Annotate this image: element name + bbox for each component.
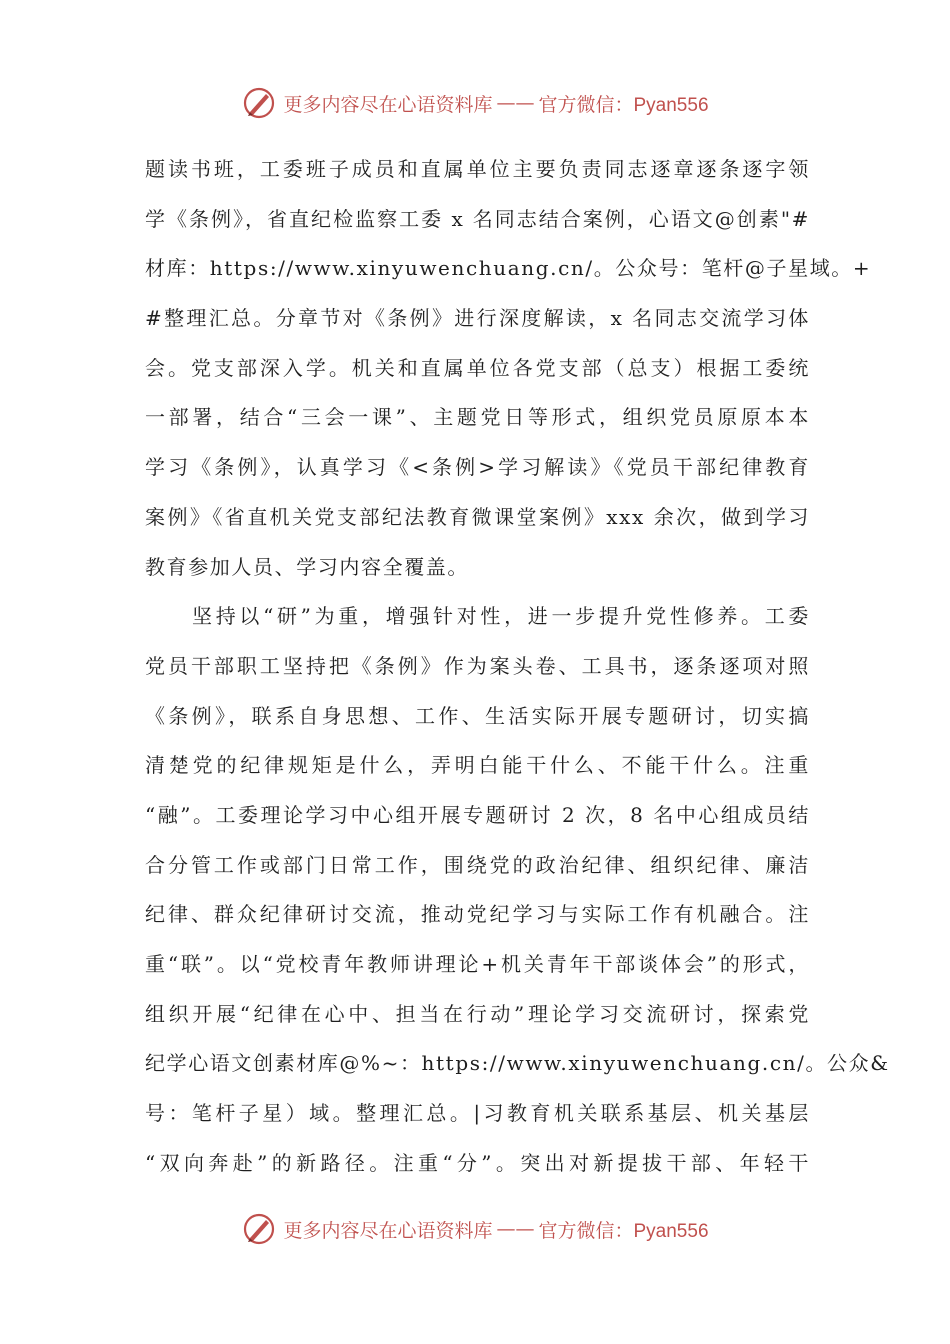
banner-separator: —— bbox=[496, 92, 535, 114]
banner-wechat: 官方微信：Pyan556 bbox=[538, 1220, 709, 1242]
pen-logo-icon bbox=[241, 85, 277, 121]
text-line: #整理汇总。分章节对《条例》进行深度解读，x 名同志交流学习体 bbox=[145, 306, 810, 331]
text-line: 学习《条例》，认真学习《<条例>学习解读》《党员干部纪律教育 bbox=[145, 455, 810, 480]
text-line: 材库：https://www.xinyuwenchuang.cn/。公众号：笔杆@子星域。+ bbox=[145, 256, 872, 281]
text-line: 组织开展“纪律在心中、担当在行动”理论学习交流研讨，探索党 bbox=[145, 1001, 810, 1026]
text-line: 纪学心语文创素材库@%~：https://www.xinyuwenchuang.cn/。公众& bbox=[145, 1051, 890, 1076]
text-line: 重“联”。以“党校青年教师讲理论+机关青年干部谈体会”的形式， bbox=[145, 952, 810, 976]
banner-text: 更多内容尽在心语资料库 bbox=[283, 1219, 493, 1242]
text-line: 《条例》，联系自身思想、工作、生活实际开展专题研讨，切实搞 bbox=[145, 703, 810, 728]
text-line: 合分管工作或部门日常工作，围绕党的政治纪律、组织纪律、廉洁 bbox=[145, 852, 810, 877]
text-line: 清楚党的纪律规矩是什么，弄明白能干什么、不能干什么。注重 bbox=[145, 753, 810, 778]
banner-text: 更多内容尽在心语资料库 bbox=[283, 93, 493, 116]
document-body bbox=[145, 145, 890, 1188]
text-line: “双向奔赴”的新路径。注重“分”。突出对新提拔干部、年轻干 bbox=[145, 1150, 810, 1175]
text-line: 纪律、群众纪律研讨交流，推动党纪学习与实际工作有机融合。注 bbox=[145, 902, 810, 927]
text-line: 一部署，结合“三会一课”、主题党日等形式，组织党员原原本本 bbox=[145, 405, 810, 430]
banner-separator: —— bbox=[496, 1218, 535, 1240]
text-line: 教育参加人员、学习内容全覆盖。 bbox=[145, 554, 469, 579]
header-banner bbox=[0, 83, 950, 123]
text-line: “融”。工委理论学习中心组开展专题研讨 2 次，8 名中心组成员结 bbox=[145, 802, 810, 827]
banner-wechat: 官方微信：Pyan556 bbox=[538, 94, 709, 116]
text-line: 案例》《省直机关党支部纪法教育微课堂案例》xxx 余次，做到学习 bbox=[145, 504, 810, 529]
footer-banner bbox=[0, 1209, 950, 1249]
text-line: 党员干部职工坚持把《条例》作为案头卷、工具书，逐条逐项对照 bbox=[145, 653, 810, 678]
text-line: 学《条例》，省直纪检监察工委 x 名同志结合案例，心语文@创素"# bbox=[145, 206, 810, 231]
pen-logo-icon bbox=[241, 1211, 277, 1247]
text-line: 坚持以“研”为重，增强针对性，进一步提升党性修养。工委 bbox=[192, 604, 810, 629]
text-line: 会。党支部深入学。机关和直属单位各党支部（总支）根据工委统 bbox=[145, 355, 810, 380]
text-line: 号：笔杆子星）域。整理汇总。|习教育机关联系基层、机关基层 bbox=[145, 1101, 810, 1126]
text-line: 题读书班，工委班子成员和直属单位主要负责同志逐章逐条逐字领 bbox=[145, 157, 810, 181]
